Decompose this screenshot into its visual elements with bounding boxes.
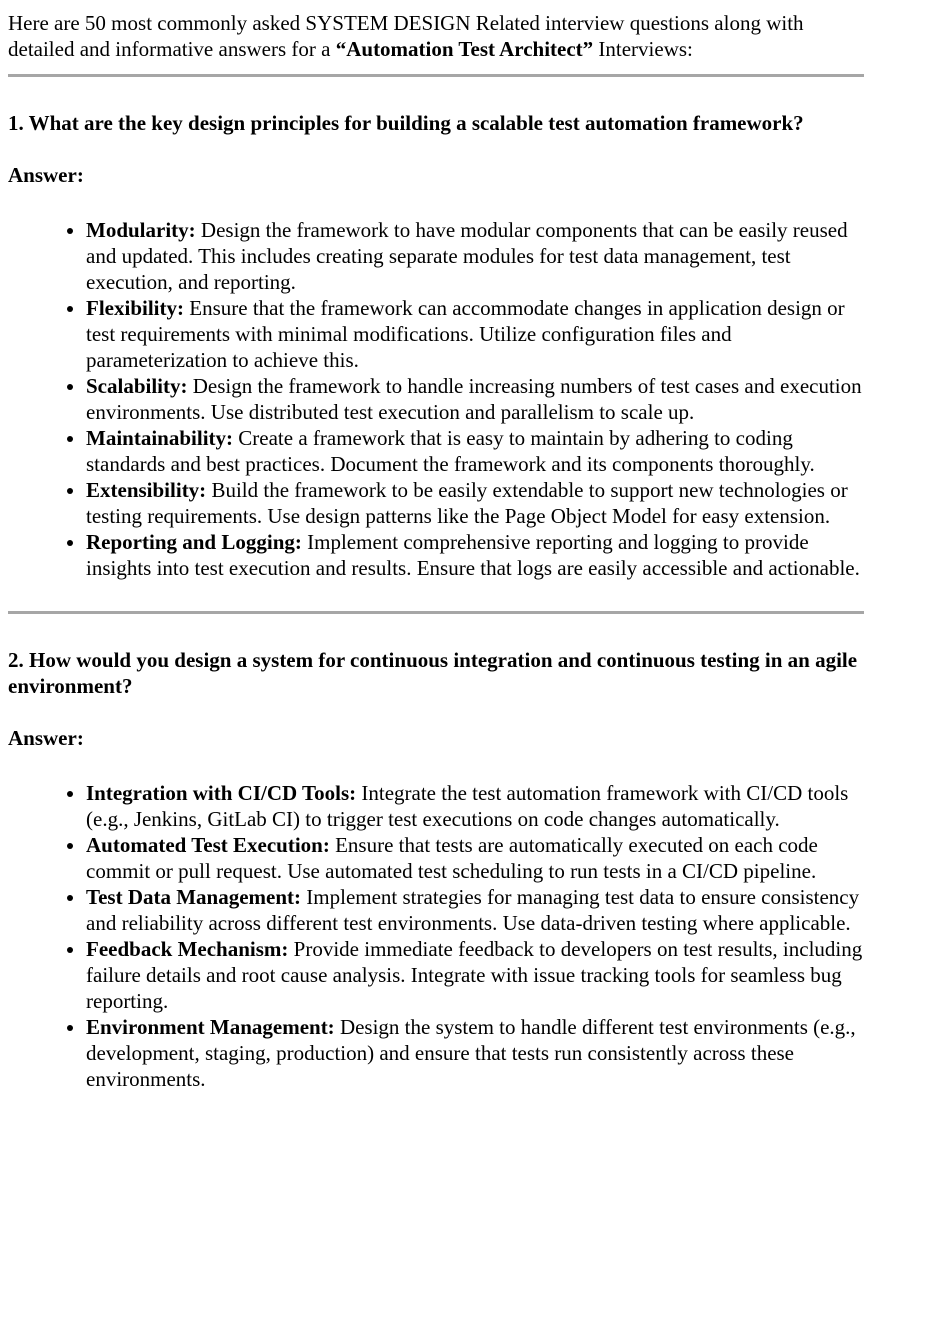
bullet-text: Design the system to handle different test environments (e.g., development, staging, production) and ensure that tests run consistently across these environments. [86, 1015, 856, 1091]
bullet-term: Integration with CI/CD Tools: [86, 781, 357, 805]
bullet-item [86, 1014, 864, 1092]
bullet-text: Design the framework to handle increasing numbers of test cases and execution environments. Use distributed test execution and parallelism to scale up. [86, 374, 862, 424]
bullet-text: Implement comprehensive reporting and logging to provide insights into test execution and results. Ensure that logs are easily accessible and actionable. [86, 530, 860, 580]
bullet-text: Create a framework that is easy to maintain by adhering to coding standards and best practices. Document the framework and its components thoroughly. [86, 426, 815, 476]
bullet-text: Provide immediate feedback to developers on test results, including failure details and root cause analysis. Integrate with issue tracking tools for seamless bug reporting. [86, 937, 863, 1013]
bullet-item [86, 373, 864, 425]
bullet-item [86, 780, 864, 832]
bullet-item [86, 295, 864, 373]
qa-section-1 [8, 110, 864, 581]
bullet-list [8, 780, 864, 1092]
bullet-term: Feedback Mechanism: [86, 937, 289, 961]
intro-bold-title: “Automation Test Architect” [335, 37, 594, 61]
intro-text-prefix: Here are 50 most commonly asked SYSTEM DESIGN Related interview questions along with detailed and informative answers for a [8, 11, 804, 61]
qa-section-2 [8, 647, 864, 1092]
bullet-text: Ensure that tests are automatically executed on each code commit or pull request. Use automated test scheduling to run tests in a CI/CD pipeline. [86, 833, 818, 883]
bullet-text: Design the framework to have modular components that can be easily reused and updated. This includes creating separate modules for test data management, test execution, and reporting. [86, 218, 848, 294]
bullet-term: Extensibility: [86, 478, 207, 502]
bullet-item [86, 832, 864, 884]
bullet-text: Build the framework to be easily extendable to support new technologies or testing requirements. Use design patterns like the Page Object Model for easy extension. [86, 478, 848, 528]
bullet-item [86, 884, 864, 936]
bullet-text: Ensure that the framework can accommodate changes in application design or test requirements with minimal modifications. Utilize configuration files and parameterization to achieve this. [86, 296, 845, 372]
intro-text-suffix: Interviews: [593, 37, 693, 61]
bullet-item [86, 477, 864, 529]
bullet-term: Automated Test Execution: [86, 833, 330, 857]
bullet-term: Reporting and Logging: [86, 530, 302, 554]
bullet-item [86, 936, 864, 1014]
bullet-term: Maintainability: [86, 426, 234, 450]
section-divider [8, 74, 864, 77]
intro-paragraph [8, 10, 864, 62]
bullet-term: Test Data Management: [86, 885, 302, 909]
answer-label: Answer: [8, 163, 84, 187]
bullet-item [86, 529, 864, 581]
bullet-term: Scalability: [86, 374, 188, 398]
answer-label: Answer: [8, 726, 84, 750]
bullet-term: Modularity: [86, 218, 196, 242]
section-divider [8, 611, 864, 614]
question-1-heading: 1. What are the key design principles for building a scalable test automation framework? [8, 111, 804, 135]
bullet-item [86, 425, 864, 477]
bullet-term: Flexibility: [86, 296, 184, 320]
bullet-item [86, 217, 864, 295]
bullet-term: Environment Management: [86, 1015, 335, 1039]
bullet-text: Implement strategies for managing test data to ensure consistency and reliability across different test environments. Use data-driven testing where applicable. [86, 885, 860, 935]
bullet-list [8, 217, 864, 581]
question-2-heading: 2. How would you design a system for continuous integration and continuous testing in an agile environment? [8, 648, 858, 698]
bullet-text: Integrate the test automation framework with CI/CD tools (e.g., Jenkins, GitLab CI) to trigger test executions on code changes automatically. [86, 781, 849, 831]
